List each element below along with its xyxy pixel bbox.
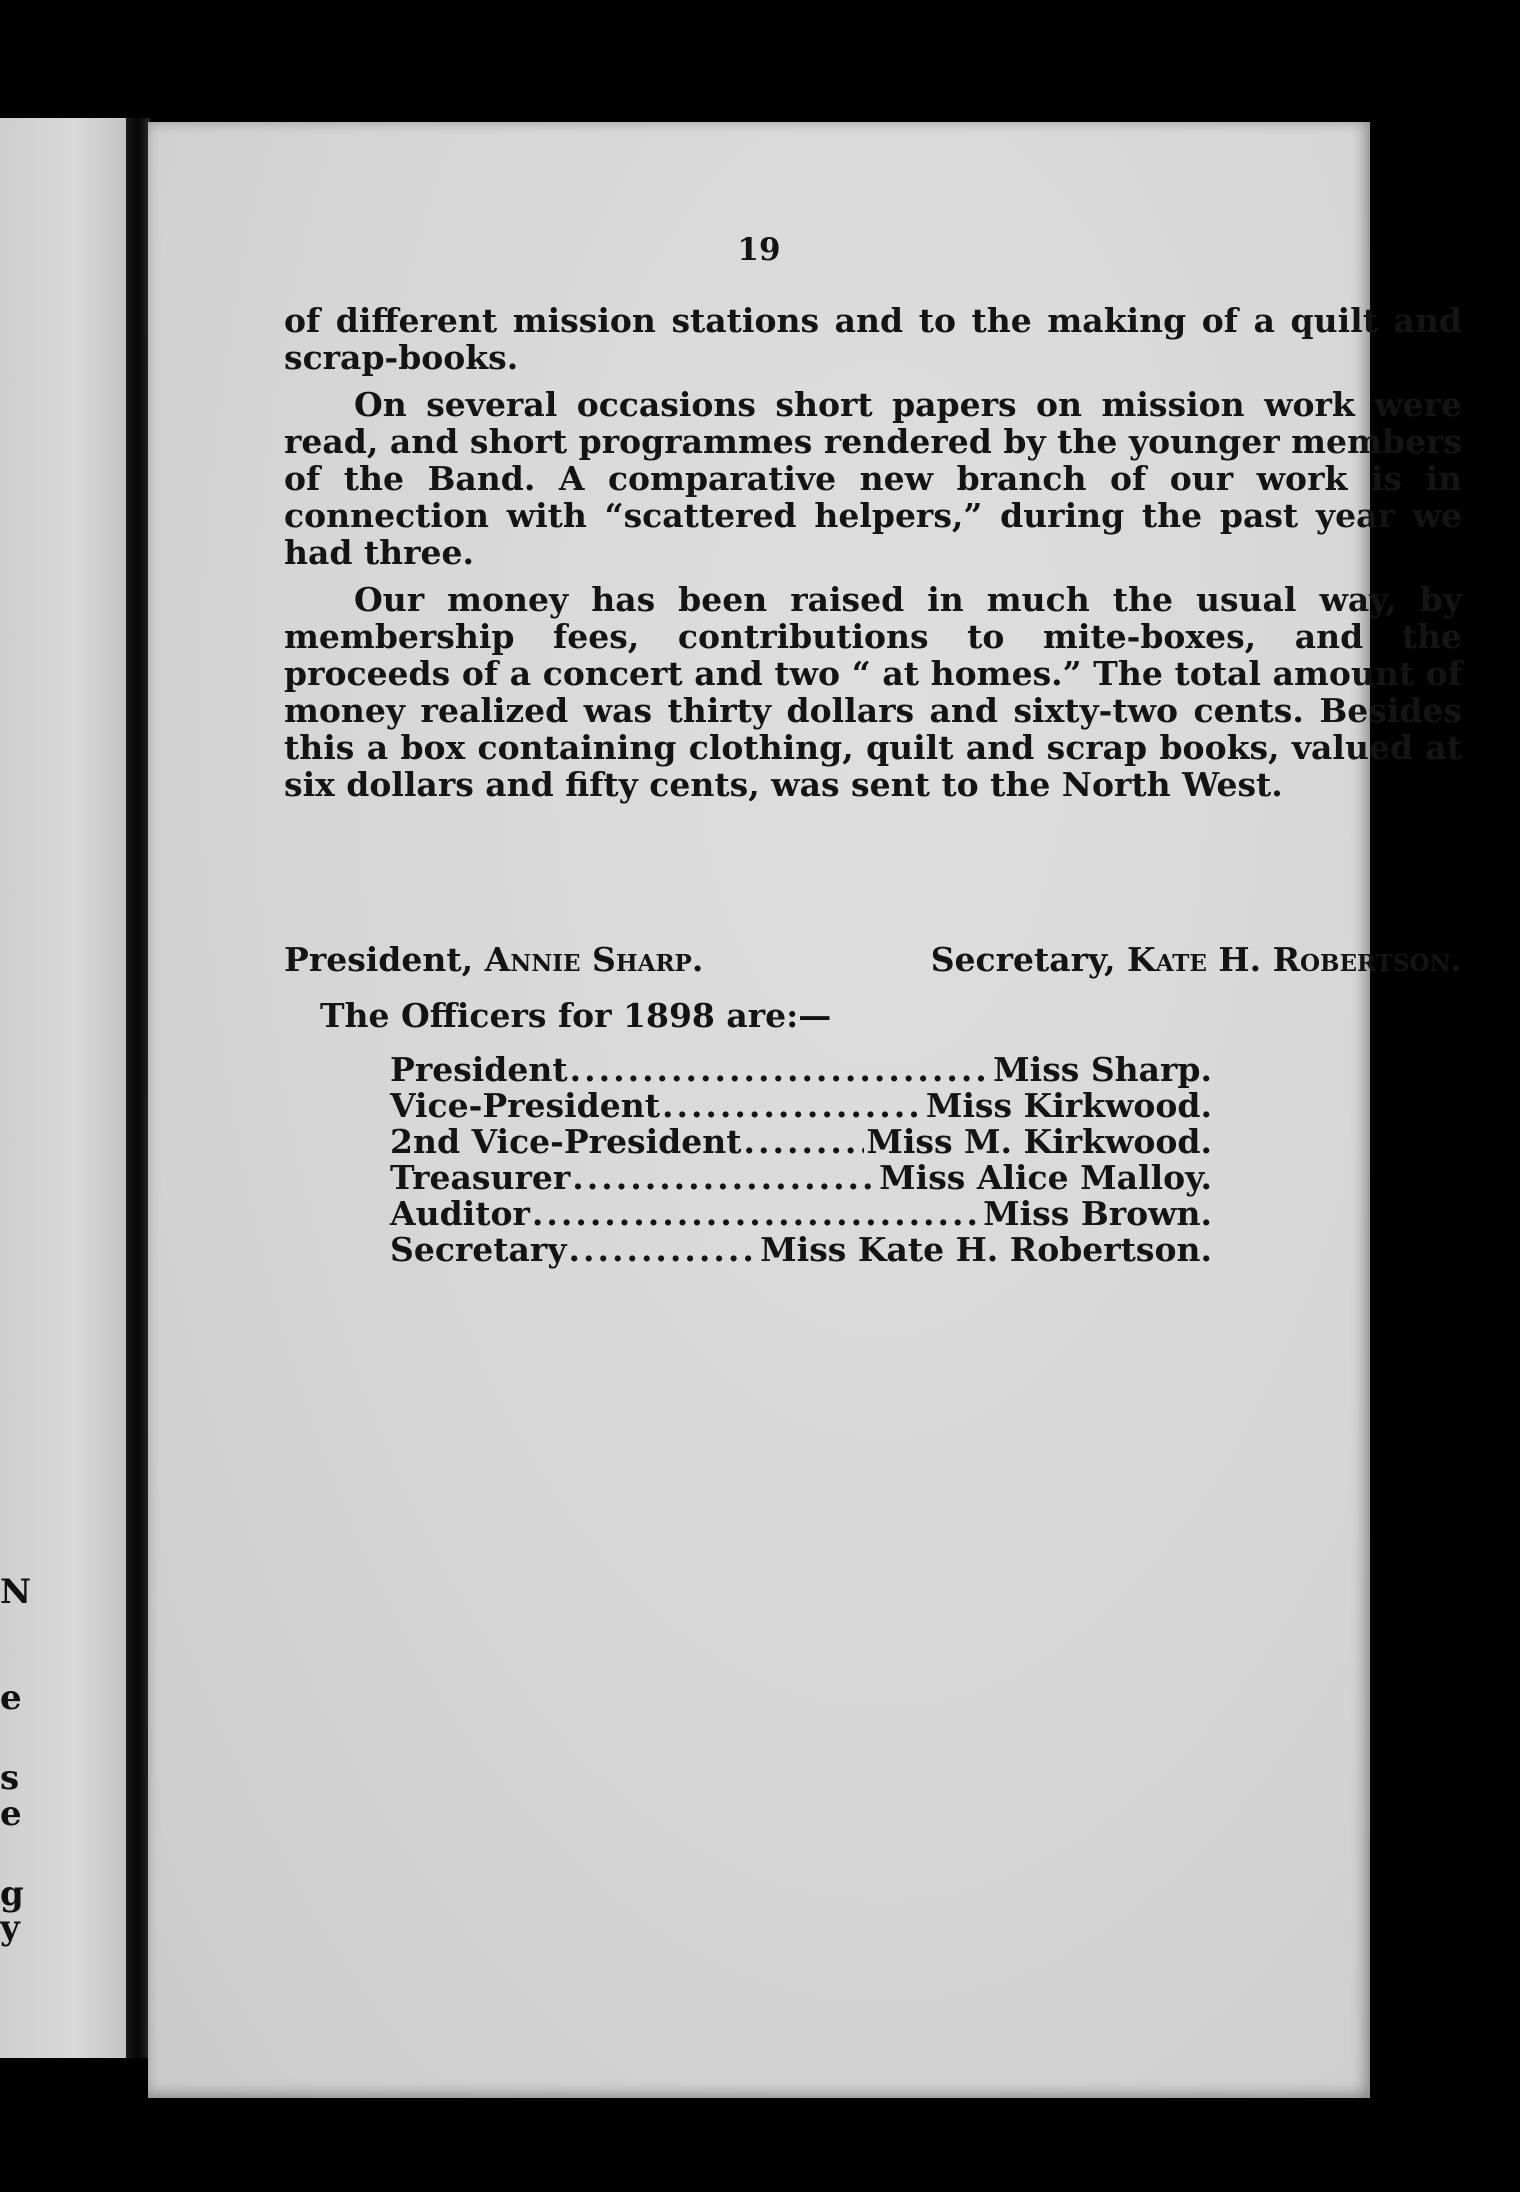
secretary-signature	[931, 940, 1462, 979]
officer-role: Vice-President	[390, 1086, 660, 1125]
officer-name: Miss Brown.	[983, 1194, 1212, 1233]
document-page	[148, 122, 1462, 2098]
officer-role: Treasurer	[390, 1158, 571, 1197]
officers-heading: The Officers for 1898 are:—	[320, 996, 832, 1035]
signature-line	[284, 940, 1462, 979]
officer-name: Miss Kirkwood.	[925, 1086, 1212, 1125]
officer-row	[390, 1052, 1212, 1088]
secretary-name: Kate H. Robertson.	[1127, 940, 1462, 979]
officer-row	[390, 1196, 1212, 1232]
officer-name: Miss Sharp.	[993, 1050, 1212, 1089]
president-name: Annie Sharp.	[484, 940, 704, 979]
officer-row	[390, 1088, 1212, 1124]
president-label: President,	[284, 940, 474, 979]
dot-leader	[572, 1160, 877, 1196]
page-number: 19	[737, 232, 781, 268]
left-page-fragment: N	[0, 1572, 32, 1612]
officer-row	[390, 1232, 1212, 1268]
officer-role: 2nd Vice-President	[390, 1122, 742, 1161]
book-spine	[126, 118, 150, 2058]
officer-role: Auditor	[390, 1194, 530, 1233]
dot-leader	[743, 1124, 864, 1160]
body-text	[284, 302, 1462, 813]
paragraph: On several occasions short papers on mission work were read, and short programmes rendered by the younger members of the Band. A comparative new branch of our work is in connection with “scattered helpers,” during the past year we had three.	[284, 385, 1462, 572]
left-page-fragment: g	[0, 1874, 24, 1914]
officer-name: Miss Alice Malloy.	[879, 1158, 1212, 1197]
officer-name: Miss Kate H. Robertson.	[760, 1230, 1212, 1269]
dot-leader	[662, 1088, 924, 1124]
officer-row	[390, 1160, 1212, 1196]
left-page-fragment: s	[0, 1758, 20, 1798]
officer-row	[390, 1124, 1212, 1160]
paragraph: of different mission stations and to the making of a quilt and scrap-books.	[284, 301, 1462, 377]
left-page-edge	[0, 118, 126, 2058]
dot-leader	[569, 1232, 759, 1268]
president-signature	[284, 940, 703, 979]
dot-leader	[532, 1196, 981, 1232]
paragraph: Our money has been raised in much the usual way, by membership fees, contributions to mite-boxes, and the proceeds of a concert and two “ at homes.” The total amount of money realized was thirty dollars and sixty-two cents. Besides this a box containing clothing, quilt and scrap books, valued at six dollars and fifty cents, was sent to the North West.	[284, 580, 1462, 804]
officer-role: Secretary	[390, 1230, 567, 1269]
secretary-label: Secretary,	[930, 940, 1116, 979]
left-page-fragment: e	[0, 1794, 22, 1834]
officer-name: Miss M. Kirkwood.	[866, 1122, 1212, 1161]
officer-role: President	[390, 1050, 568, 1089]
dot-leader	[570, 1052, 992, 1088]
officers-list	[390, 1052, 1212, 1268]
left-page-fragment: y	[0, 1908, 20, 1948]
left-page-fragment: e	[0, 1678, 22, 1718]
